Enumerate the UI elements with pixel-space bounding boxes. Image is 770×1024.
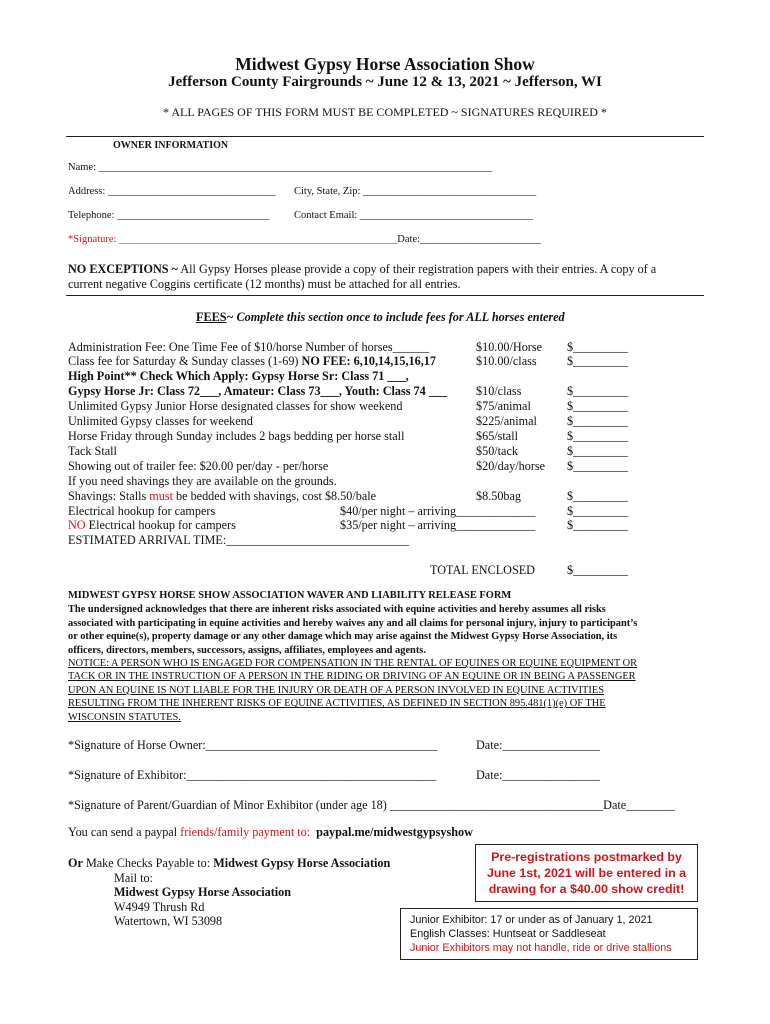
owner-signature-field[interactable] (68, 234, 541, 245)
exceptions-line2: current negative Coggins certificate (12 months) must be attached for all entries. (68, 277, 461, 291)
name-field[interactable]: Name: ___________________________________________________________________________ (68, 162, 493, 173)
exceptions-line1: All Gypsy Horses please provide a copy of their registration papers with their entries. A copy of a (177, 262, 657, 276)
notice-line: TACK OR IN THE INSTRUCTION OF A PERSON IN THE RIDING OR DRIVING OF AN EQUINE OR IN BEING A PASSENGER (68, 671, 636, 683)
unlimited-weekend-amount[interactable]: $_________ (567, 414, 628, 428)
address-field[interactable]: Address: ________________________________ (68, 186, 276, 197)
trailer-fee-price: $20/day/horse (476, 459, 546, 473)
paypal-link[interactable]: paypal.me/midwestgypsyshow (316, 825, 473, 839)
unlimited-weekend-price: $225/animal (476, 414, 537, 428)
divider (66, 136, 704, 137)
junior-english-classes: English Classes: Huntseat or Saddleseat (410, 928, 606, 940)
paypal-friends-family: friends/family payment to: (180, 825, 311, 839)
total-enclosed-label: TOTAL ENCLOSED (430, 563, 535, 577)
no-electrical-price[interactable]: $35/per night – arriving_____________ (340, 518, 536, 532)
checks-payable-text: Make Checks Payable to: (82, 856, 214, 870)
shavings-note: If you need shavings they are available on the grounds. (68, 474, 337, 488)
admin-fee-amount[interactable]: $_________ (567, 340, 628, 354)
admin-fee-label: Administration Fee: One Time Fee of $10/horse Number of horses______ (68, 340, 430, 354)
class-fee-price: $10.00/class (476, 354, 537, 368)
prereg-line: Pre-registrations postmarked by (491, 850, 682, 864)
fees-heading (196, 310, 565, 325)
prereg-line: drawing for a $40.00 show credit! (488, 882, 685, 896)
preregistration-box (475, 844, 698, 902)
waiver-text (68, 603, 637, 657)
city-state-zip-field[interactable]: City, State, Zip: _________________________________ (294, 186, 537, 197)
checks-or: Or (68, 856, 83, 870)
horse-owner-date-field[interactable]: Date:________________ (476, 738, 600, 752)
notice-line: WISCONSIN STATUTES. (68, 711, 181, 723)
mail-city: Watertown, WI 53098 (114, 914, 223, 928)
gypsy-jr-label: Gypsy Horse Jr: Class 72___, Amateur: Class 73___, Youth: Class 74 ___ (68, 384, 448, 398)
form-notice: * ALL PAGES OF THIS FORM MUST BE COMPLETED ~ SIGNATURES REQUIRED * (163, 105, 607, 119)
gypsy-jr-price: $10/class (476, 384, 522, 398)
waiver-line: associated with participating in equine activities and hereby waives any and all claims for personal injury, injury to participant’s (68, 617, 638, 629)
checks-line (68, 856, 390, 871)
shavings-text-a: Shavings: Stalls (68, 489, 150, 503)
telephone-field[interactable]: Telephone: _____________________________ (68, 210, 270, 221)
horse-owner-signature-field[interactable]: *Signature of Horse Owner:______________________________________ (68, 738, 438, 752)
notice-line: NOTICE: A PERSON WHO IS ENGAGED FOR COMPENSATION IN THE RENTAL OF EQUINES OR EQUINE EQUIPMENT OR (68, 658, 638, 669)
form-subtitle: Jefferson County Fairgrounds ~ June 12 & 13, 2021 ~ Jefferson, WI (168, 74, 602, 90)
tack-stall-amount[interactable]: $_________ (567, 444, 628, 458)
shavings-price: $8.50bag (476, 489, 522, 503)
divider (66, 295, 704, 296)
shavings-amount[interactable]: $_________ (567, 489, 628, 503)
horse-stall-price: $65/stall (476, 429, 518, 443)
exhibitor-date-field[interactable]: Date:________________ (476, 768, 600, 782)
shavings-label (68, 489, 376, 504)
checks-payee: Midwest Gypsy Horse Association (213, 856, 391, 870)
paypal-line (68, 825, 473, 840)
electrical-label: Electrical hookup for campers (68, 504, 216, 518)
waiver-line: officers, directors, members, successors, assigns, affiliates, employees and agents. (68, 644, 426, 656)
gypsy-jr-amount[interactable]: $_________ (567, 384, 628, 398)
tack-stall-price: $50/tack (476, 444, 518, 458)
horse-stall-label: Horse Friday through Sunday includes 2 bags bedding per horse stall (68, 429, 405, 443)
admin-fee-price: $10.00/Horse (476, 340, 543, 354)
tack-stall-label: Tack Stall (68, 444, 117, 458)
mail-to-label: Mail to: (114, 871, 153, 885)
prereg-line: June 1st, 2021 will be entered in a (486, 866, 687, 880)
class-fee-amount[interactable]: $_________ (567, 354, 628, 368)
exceptions-bold: NO EXCEPTIONS ~ (68, 262, 178, 276)
notice-line: UPON AN EQUINE IS NOT LIABLE FOR THE INJURY OR DEATH OF A PERSON INVOLVED IN EQUINE ACTIVITIES (68, 684, 604, 696)
exhibitor-signature-field[interactable]: *Signature of Exhibitor:_________________________________________ (68, 768, 437, 782)
waiver-notice (68, 657, 637, 724)
no-electrical-no: NO (68, 518, 86, 532)
paypal-text: You can send a paypal (68, 825, 181, 839)
electrical-amount[interactable]: $_________ (567, 504, 628, 518)
total-enclosed-amount[interactable]: $_________ (567, 563, 628, 577)
shavings-text-b: be bedded with shavings, cost $8.50/bale (172, 489, 377, 503)
owner-signature-label: *Signature: _____________________________________________________ (68, 234, 398, 245)
fees-heading-label: FEES (196, 310, 227, 324)
unlimited-weekend-label: Unlimited Gypsy classes for weekend (68, 414, 253, 428)
class-fee-text: Class fee for Saturday & Sunday classes (1-69) (68, 354, 302, 368)
no-fee-classes: NO FEE: 6,10,14,15,16,17 (301, 354, 436, 368)
electrical-price[interactable]: $40/per night – arriving_____________ (340, 504, 536, 518)
unlimited-junior-amount[interactable]: $_________ (567, 399, 628, 413)
fees-heading-rest: ~ Complete this section once to include fees for ALL horses entered (226, 310, 565, 324)
mail-name: Midwest Gypsy Horse Association (114, 885, 292, 899)
junior-age-rule: Junior Exhibitor: 17 or under as of January 1, 2021 (410, 914, 653, 926)
waiver-line: or other equine(s), property damage or any other damage which may arise against the Midwest Gypsy Horse Association, its (68, 631, 618, 643)
junior-stallion-rule: Junior Exhibitors may not handle, ride or drive stallions (410, 942, 672, 954)
email-field[interactable]: Contact Email: _________________________________ (294, 210, 534, 221)
junior-exhibitor-box (400, 908, 698, 960)
waiver-title: MIDWEST GYPSY HORSE SHOW ASSOCIATION WAVER AND LIABILITY RELEASE FORM (68, 590, 512, 601)
no-electrical-amount[interactable]: $_________ (567, 518, 628, 532)
unlimited-junior-price: $75/animal (476, 399, 531, 413)
guardian-signature-field[interactable]: *Signature of Parent/Guardian of Minor Exhibitor (under age 18) ___________________________________Date________ (68, 798, 675, 812)
owner-section-title: OWNER INFORMATION (113, 140, 229, 151)
notice-line: RESULTING FROM THE INHERENT RISKS OF EQUINE ACTIVITIES, AS DEFINED IN SECTION 895.481(1)(e) OF THE (68, 698, 606, 710)
shavings-must: must (149, 489, 173, 503)
no-electrical-label (68, 518, 236, 533)
class-fee-label (68, 354, 436, 369)
trailer-fee-label: Showing out of trailer fee: $20.00 per/day - per/horse (68, 459, 329, 473)
trailer-fee-amount[interactable]: $_________ (567, 459, 628, 473)
form-title: Midwest Gypsy Horse Association Show (235, 54, 535, 74)
exceptions-text (68, 262, 656, 277)
arrival-time-field[interactable]: ESTIMATED ARRIVAL TIME:______________________________ (68, 533, 410, 547)
waiver-line: The undersigned acknowledges that there are inherent risks associated with equine activities and hereby assumes all risks (68, 604, 606, 615)
high-point-label: High Point** Check Which Apply: Gypsy Horse Sr: Class 71 ___, (68, 369, 409, 383)
unlimited-junior-label: Unlimited Gypsy Junior Horse designated classes for show weekend (68, 399, 403, 413)
horse-stall-amount[interactable]: $_________ (567, 429, 628, 443)
owner-date-label: Date:_______________________ (397, 234, 541, 245)
mail-street: W4949 Thrush Rd (114, 900, 205, 914)
no-electrical-text: Electrical hookup for campers (85, 518, 236, 532)
